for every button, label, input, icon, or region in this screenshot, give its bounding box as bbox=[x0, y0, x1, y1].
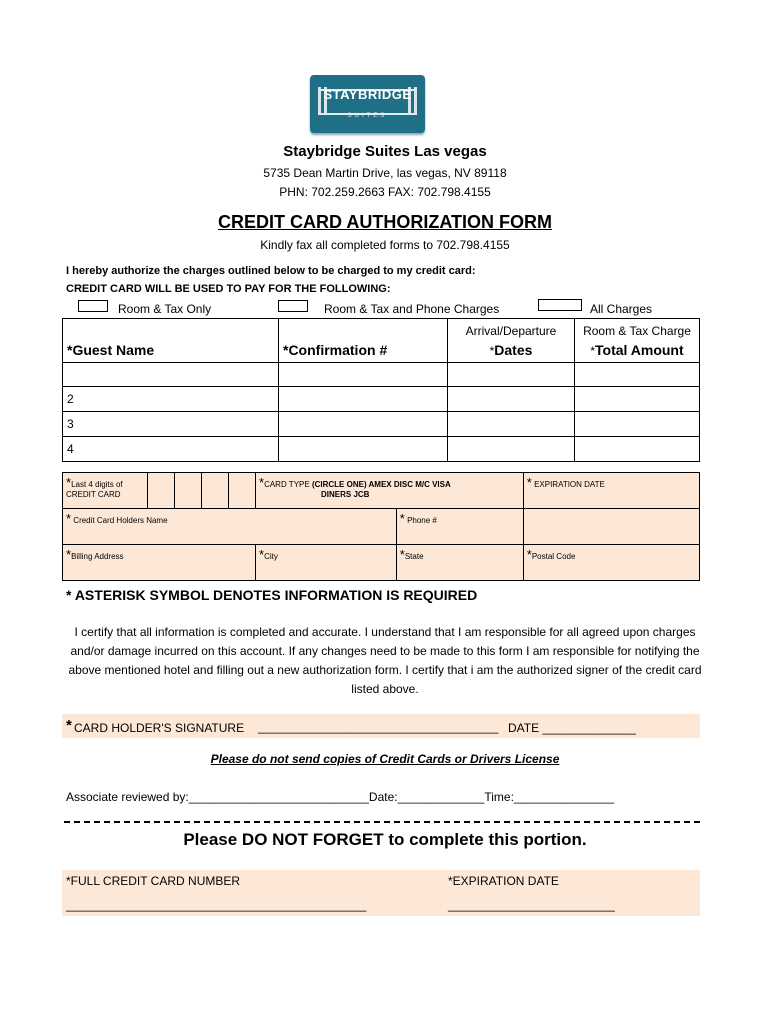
required-star: * bbox=[259, 475, 265, 490]
amount-subheader: Room & Tax Charge bbox=[583, 324, 691, 338]
city-cell[interactable] bbox=[256, 545, 397, 581]
city-label: City bbox=[264, 552, 278, 561]
staybridge-logo bbox=[310, 75, 425, 133]
postal-code-cell[interactable] bbox=[523, 545, 699, 581]
amount-header bbox=[575, 319, 700, 363]
dates-label: Dates bbox=[494, 342, 533, 358]
option-all-charges-checkbox[interactable] bbox=[538, 299, 582, 311]
signature-date: DATE ______________ bbox=[508, 721, 636, 735]
authorize-line: I hereby authorize the charges outlined below to be charged to my credit card: bbox=[66, 265, 476, 277]
table-row[interactable] bbox=[63, 437, 700, 462]
signature-row[interactable] bbox=[62, 714, 700, 738]
phone-cell-extra[interactable] bbox=[523, 509, 699, 545]
billing-label: Billing Address bbox=[71, 552, 124, 561]
required-star: * bbox=[399, 511, 405, 526]
full-card-number-line: _____________________________________________ bbox=[66, 898, 367, 912]
option-room-tax-label: Room & Tax Only bbox=[118, 302, 212, 316]
postal-label: Postal Code bbox=[531, 552, 576, 561]
row-number: 3 bbox=[63, 412, 279, 437]
row-number: 4 bbox=[63, 437, 279, 462]
asterisk-note: * ASTERISK SYMBOL DENOTES INFORMATION IS REQUIRED bbox=[66, 587, 478, 603]
option-all-charges-label: All Charges bbox=[590, 302, 653, 316]
last4-label-a: Last 4 digits of bbox=[71, 480, 123, 489]
dates-star: * bbox=[489, 344, 495, 358]
billing-address-cell[interactable] bbox=[63, 545, 256, 581]
hotel-phone-fax: PHN: 702.259.2663 FAX: 702.798.4155 bbox=[279, 185, 491, 199]
full-card-expiration-line: _________________________ bbox=[448, 898, 615, 912]
signature-label: CARD HOLDER'S SIGNATURE bbox=[74, 721, 245, 735]
row-number: 2 bbox=[63, 387, 279, 412]
guest-name-header: *Guest Name bbox=[63, 319, 279, 363]
amount-star: * bbox=[590, 344, 595, 358]
dates-subheader: Arrival/Departure bbox=[465, 324, 557, 338]
holder-name-label: Credit Card Holders Name bbox=[71, 516, 168, 525]
state-cell[interactable] bbox=[396, 545, 523, 581]
holder-name-cell[interactable] bbox=[63, 509, 397, 545]
required-star: * bbox=[399, 547, 405, 562]
confirmation-header: *Confirmation # bbox=[279, 319, 448, 363]
amount-label: Total Amount bbox=[595, 342, 684, 358]
card-type-options-2: DINERS JCB bbox=[321, 490, 370, 499]
table-row[interactable] bbox=[63, 387, 700, 412]
form-title: CREDIT CARD AUTHORIZATION FORM bbox=[218, 212, 552, 232]
last4-digit-box[interactable] bbox=[148, 473, 175, 509]
card-type-options: (CIRCLE ONE) AMEX DISC M/C VISA bbox=[311, 480, 451, 489]
table-row[interactable] bbox=[63, 412, 700, 437]
logo-sub: SUITES bbox=[347, 113, 388, 119]
full-card-expiration-label: *EXPIRATION DATE bbox=[448, 874, 559, 888]
option-room-tax-phone-label: Room & Tax and Phone Charges bbox=[324, 302, 500, 316]
required-star: * bbox=[66, 511, 72, 526]
full-card-section[interactable] bbox=[62, 870, 700, 916]
logo-word: STAYBRIDGE bbox=[323, 87, 412, 102]
card-type-label: CARD TYPE bbox=[264, 480, 312, 489]
required-star: * bbox=[66, 475, 72, 490]
hotel-name: Staybridge Suites Las vegas bbox=[283, 143, 487, 160]
required-star: * bbox=[526, 475, 532, 490]
fax-note: Kindly fax all completed forms to 702.798.4155 bbox=[260, 238, 510, 252]
card-info-table bbox=[62, 472, 700, 581]
hotel-address: 5735 Dean Martin Drive, las vegas, NV 89118 bbox=[263, 166, 507, 180]
cut-line-divider bbox=[64, 821, 700, 823]
required-star: * bbox=[259, 547, 265, 562]
phone-cell[interactable] bbox=[396, 509, 523, 545]
expiration-cell[interactable] bbox=[523, 473, 699, 509]
required-star: * bbox=[526, 547, 532, 562]
table-row[interactable] bbox=[63, 363, 700, 387]
last4-digit-box[interactable] bbox=[175, 473, 202, 509]
state-label: State bbox=[404, 552, 424, 561]
certify-paragraph: I certify that all information is completed and accurate. I understand that I am responsible for all agreed upon charges and/or damage incurred on this account. If any changes need to be made to this form I am responsible for notifying the above mentioned hotel and filling out a new authorization form. I certify that i am the authorized signer of the credit card listed above. bbox=[68, 625, 702, 696]
card-type-cell[interactable] bbox=[256, 473, 524, 509]
required-star: * bbox=[66, 717, 72, 734]
last4-digit-box[interactable] bbox=[202, 473, 229, 509]
pay-line: CREDIT CARD WILL BE USED TO PAY FOR THE FOLLOWING: bbox=[66, 283, 391, 295]
reminder-heading: Please DO NOT FORGET to complete this portion. bbox=[183, 830, 587, 849]
expiration-label: EXPIRATION DATE bbox=[531, 480, 605, 489]
option-room-tax-phone-checkbox[interactable] bbox=[278, 300, 308, 312]
option-room-tax-checkbox[interactable] bbox=[78, 300, 108, 312]
dates-header bbox=[448, 319, 575, 363]
last4-digit-box[interactable] bbox=[229, 473, 256, 509]
warning-note: Please do not send copies of Credit Cards or Drivers License bbox=[210, 752, 560, 766]
signature-line: ____________________________________ bbox=[258, 720, 499, 734]
required-star: * bbox=[66, 547, 72, 562]
guest-table bbox=[62, 318, 700, 462]
full-card-number-label: *FULL CREDIT CARD NUMBER bbox=[66, 874, 241, 888]
last4-label-b: CREDIT CARD bbox=[66, 490, 121, 499]
last4-label-cell bbox=[63, 473, 148, 509]
associate-line: Associate reviewed by:___________________________Date:_____________Time:_______________ bbox=[66, 790, 615, 804]
phone-label: Phone # bbox=[404, 516, 437, 525]
